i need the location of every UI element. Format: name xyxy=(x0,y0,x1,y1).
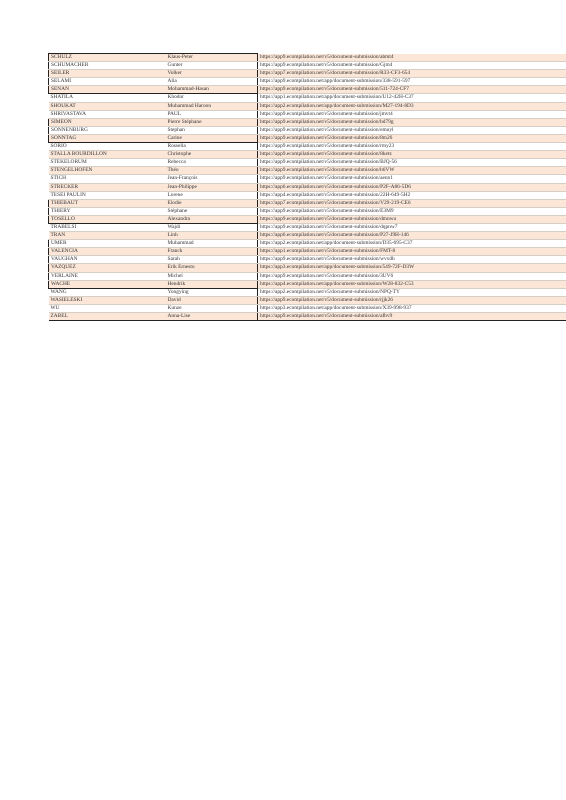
last-name-cell: TRAN xyxy=(49,232,166,240)
table-row xyxy=(49,175,566,183)
first-name-cell: Jean-François xyxy=(166,175,258,183)
last-name-cell: SONNTAG xyxy=(49,134,166,142)
first-name-cell: Muhammad Haroon xyxy=(166,102,258,110)
submission-link[interactable]: https://app4.ecompilation.net/app/document-submission/W28-832-C53 xyxy=(258,280,566,288)
first-name-cell: Klaus-Peter xyxy=(166,54,258,62)
last-name-cell: VERLAINE xyxy=(49,272,166,280)
last-name-cell: WU xyxy=(49,304,166,312)
table-row xyxy=(49,280,566,288)
first-name-cell: Muhammad xyxy=(166,240,258,248)
submission-link[interactable]: https://app9.ecompilation.net/v5/document-submission/E3M9 xyxy=(258,207,566,215)
table-row xyxy=(49,126,566,134)
last-name-cell: SCHULZ xyxy=(49,54,166,62)
table-row xyxy=(49,86,566,94)
table-row xyxy=(49,118,566,126)
last-name-cell: VALENCIA xyxy=(49,248,166,256)
submission-link[interactable]: https://app9.ecompilation.net/v5/document-submission/dmnwu xyxy=(258,215,566,223)
last-name-cell: WASIELESKI xyxy=(49,296,166,304)
submission-table xyxy=(48,53,566,321)
table-row xyxy=(49,256,566,264)
first-name-cell: Linh xyxy=(166,232,258,240)
first-name-cell: Jean-Philippe xyxy=(166,183,258,191)
first-name-cell: Stéphane xyxy=(166,207,258,215)
last-name-cell: WACHE xyxy=(49,280,166,288)
submission-link[interactable]: https://app3.ecompilation.net/app/document-submission/549-72F-D3W xyxy=(258,264,566,272)
first-name-cell: Rossella xyxy=(166,143,258,151)
table-row xyxy=(49,191,566,199)
first-name-cell: Gunter xyxy=(166,62,258,70)
submission-link[interactable]: https://app9.ecompilation.net/v5/document-submission/Gjm4 xyxy=(258,62,566,70)
last-name-cell: STEKELORUM xyxy=(49,159,166,167)
table-row xyxy=(49,223,566,231)
first-name-cell: Anna-Lise xyxy=(166,313,258,321)
first-name-cell: Khodor xyxy=(166,94,258,102)
first-name-cell: Volker xyxy=(166,70,258,78)
submission-link[interactable]: https://app6.ecompilation.net/v5/document-submission/P27-J9H-146 xyxy=(258,232,566,240)
first-name-cell: David xyxy=(166,296,258,304)
first-name-cell: Franck xyxy=(166,248,258,256)
last-name-cell: STRECKER xyxy=(49,183,166,191)
table-row xyxy=(49,264,566,272)
first-name-cell: Elodie xyxy=(166,199,258,207)
submission-link[interactable]: https://app9.ecompilation.net/v5/document-submission/afbv9 xyxy=(258,313,566,321)
table-row xyxy=(49,207,566,215)
last-name-cell: SELAMI xyxy=(49,78,166,86)
last-name-cell: UMER xyxy=(49,240,166,248)
submission-link[interactable]: https://app9.ecompilation.net/app/document-submission/338-591-597 xyxy=(258,78,566,86)
last-name-cell: TESEI PAULIN xyxy=(49,191,166,199)
first-name-cell: Mohammad-Hasan xyxy=(166,86,258,94)
submission-link[interactable]: https://app7.ecompilation.net/v5/document-submission/R33-CF3-654 xyxy=(258,70,566,78)
first-name-cell: Erik Ernesto xyxy=(166,264,258,272)
last-name-cell: STICH xyxy=(49,175,166,183)
table-row xyxy=(49,304,566,312)
first-name-cell: PAUL xyxy=(166,110,258,118)
last-name-cell: THIERY xyxy=(49,207,166,215)
last-name-cell: SCHUMACHER xyxy=(49,62,166,70)
submission-link[interactable]: https://app3.ecompilation.net/app/document-submission/X39-998-937 xyxy=(258,304,566,312)
table-row xyxy=(49,134,566,142)
last-name-cell: SORIO xyxy=(49,143,166,151)
submission-link[interactable]: https://app9.ecompilation.net/v5/document-submission/8ketz xyxy=(258,151,566,159)
last-name-cell: SHATILA xyxy=(49,94,166,102)
table-row xyxy=(49,151,566,159)
submission-link[interactable]: https://app7.ecompilation.net/v5/document-submission/V29-219-CE6 xyxy=(258,199,566,207)
table-row xyxy=(49,232,566,240)
table-row xyxy=(49,272,566,280)
first-name-cell: Théo xyxy=(166,167,258,175)
table-row xyxy=(49,54,566,62)
table-row xyxy=(49,313,566,321)
first-name-cell: Alexandra xyxy=(166,215,258,223)
table-row xyxy=(49,94,566,102)
table-body xyxy=(49,54,566,321)
last-name-cell: VAUGHAN xyxy=(49,256,166,264)
table-row xyxy=(49,288,566,296)
table-row xyxy=(49,78,566,86)
submission-link[interactable]: https://app2.ecompilation.net/app/document-submission/D35-695-C37 xyxy=(258,240,566,248)
submission-link[interactable]: https://app2.ecompilation.net/v5/document-submission/NPQ-TY xyxy=(258,288,566,296)
last-name-cell: ZABEL xyxy=(49,313,166,321)
last-name-cell: STALLA BOURDILLON xyxy=(49,151,166,159)
submission-link[interactable]: https://app9.ecompilation.net/v5/document-submission/wvxdh xyxy=(258,256,566,264)
submission-link[interactable]: https://app1.ecompilation.net/app/document-submission/U12-42H-C37 xyxy=(258,94,566,102)
table-row xyxy=(49,62,566,70)
first-name-cell: Wajdi xyxy=(166,223,258,231)
first-name-cell: Yongying xyxy=(166,288,258,296)
last-name-cell: VAZQUEZ xyxy=(49,264,166,272)
first-name-cell: Lorene xyxy=(166,191,258,199)
last-name-cell: SEILER xyxy=(49,70,166,78)
submission-link[interactable]: https://app9.ecompilation.net/v5/document-submission/b6VW xyxy=(258,167,566,175)
last-name-cell: STENGELHOFEN xyxy=(49,167,166,175)
submission-link[interactable]: https://app9.ecompilation.net/v5/document-submission/3UV6 xyxy=(258,272,566,280)
submission-link[interactable]: https://app9.ecompilation.net/v5/document-submission/dqpnw7 xyxy=(258,223,566,231)
table-row xyxy=(49,215,566,223)
first-name-cell: Sarah xyxy=(166,256,258,264)
first-name-cell: Kunze xyxy=(166,304,258,312)
first-name-cell: Stephan xyxy=(166,126,258,134)
first-name-cell: Carine xyxy=(166,134,258,142)
submission-link[interactable]: https://app6.ecompilation.net/v5/document-submission/P2F-A86-5D6 xyxy=(258,183,566,191)
submission-link[interactable]: https://app9.ecompilation.net/v5/document-submission/rjjk26 xyxy=(258,296,566,304)
table-row xyxy=(49,183,566,191)
submission-link[interactable]: https://app9.ecompilation.net/v5/document-submission/bd79g xyxy=(258,118,566,126)
submission-link[interactable]: https://app1.ecompilation.net/v5/document-submission/FMT-8 xyxy=(258,248,566,256)
last-name-cell: TOSELLO xyxy=(49,215,166,223)
table-row xyxy=(49,143,566,151)
first-name-cell: Alia xyxy=(166,78,258,86)
last-name-cell: SHOUKAT xyxy=(49,102,166,110)
submission-link[interactable]: https://app9.ecompilation.net/v5/document-submission/jmvt4 xyxy=(258,110,566,118)
submission-link[interactable]: https://app9.ecompilation.net/v5/document-submission/8m26 xyxy=(258,134,566,142)
submission-link[interactable]: https://app4.ecompilation.net/v5/document-submission/22H-649-5H2 xyxy=(258,191,566,199)
submission-link[interactable]: https://app9.ecompilation.net/v5/document-submission/emuyl xyxy=(258,126,566,134)
first-name-cell: Michel xyxy=(166,272,258,280)
first-name-cell: Christophe xyxy=(166,151,258,159)
last-name-cell: SIMEON xyxy=(49,118,166,126)
last-name-cell: SENAN xyxy=(49,86,166,94)
submission-link[interactable]: https://app9.ecompilation.net/v5/document-submission/abmt4 xyxy=(258,54,566,62)
table-row xyxy=(49,70,566,78)
table-row xyxy=(49,159,566,167)
submission-link[interactable]: https://app2.ecompilation.net/app/document-submission/M27-194-8D3 xyxy=(258,102,566,110)
table-row xyxy=(49,240,566,248)
submission-link[interactable]: https://app9.ecompilation.net/v5/document-submission/aenn1 xyxy=(258,175,566,183)
table-row xyxy=(49,167,566,175)
last-name-cell: SHRIVASTAVA xyxy=(49,110,166,118)
last-name-cell: SONNENBURG xyxy=(49,126,166,134)
last-name-cell: TRABELSI xyxy=(49,223,166,231)
first-name-cell: Pierre Stéphane xyxy=(166,118,258,126)
first-name-cell: Rebecca xyxy=(166,159,258,167)
submission-link[interactable]: https://app9.ecompilation.net/v5/document-submission/511-724-CF7 xyxy=(258,86,566,94)
submission-link[interactable]: https://app9.ecompilation.net/v5/document-submission/rmy23 xyxy=(258,143,566,151)
table-row xyxy=(49,248,566,256)
last-name-cell: THIEBAUT xyxy=(49,199,166,207)
first-name-cell: Hendrik xyxy=(166,280,258,288)
table-row xyxy=(49,296,566,304)
table-row xyxy=(49,110,566,118)
submission-link[interactable]: https://app9.ecompilation.net/v5/document-submission/BJQ-56 xyxy=(258,159,566,167)
table-row xyxy=(49,102,566,110)
last-name-cell: WANG xyxy=(49,288,166,296)
table-row xyxy=(49,199,566,207)
